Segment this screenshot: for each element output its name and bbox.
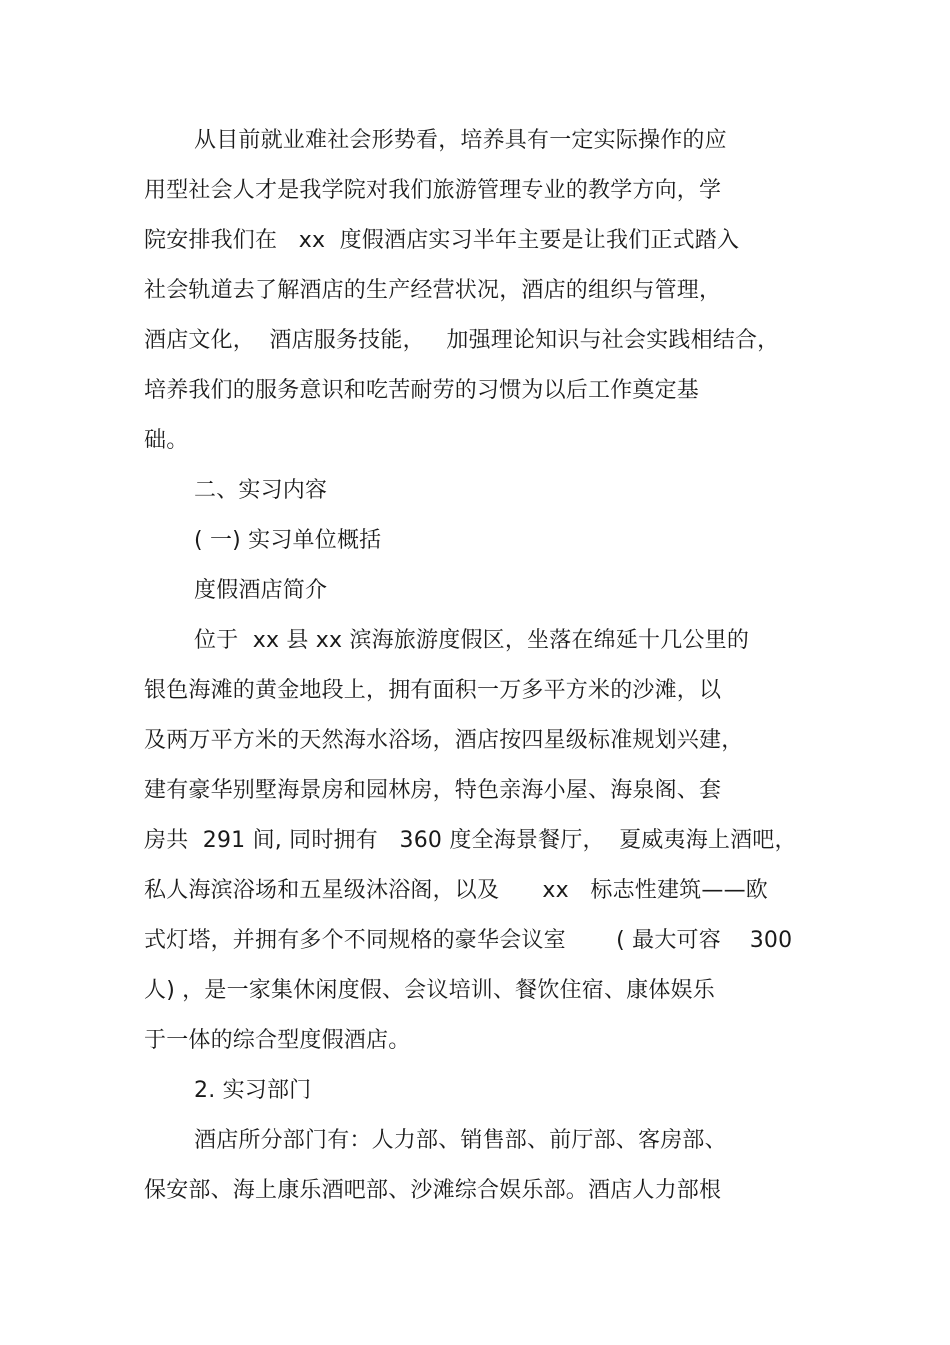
paragraph-line: 保安部、海上康乐酒吧部、沙滩综合娱乐部。酒店人力部根	[144, 1178, 722, 1203]
paragraph-line: 用型社会人才是我学院对我们旅游管理专业的教学方向，学	[144, 178, 722, 203]
paragraph-line: 式灯塔，并拥有多个不同规格的豪华会议室 ( 最大可容 300	[144, 928, 793, 953]
paragraph-line: 房共 291 间, 同时拥有 360 度全海景餐厅， 夏威夷海上酒吧，	[144, 828, 797, 853]
paragraph-line: 及两万平方米的天然海水浴场，酒店按四星级标准规划兴建，	[144, 728, 744, 753]
paragraph-line: 院安排我们在 xx 度假酒店实习半年主要是让我们正式踏入	[144, 228, 740, 253]
paragraph-line: 培养我们的服务意识和吃苦耐劳的习惯为以后工作奠定基	[144, 378, 700, 403]
paragraph-line: 酒店文化， 酒店服务技能， 加强理论知识与社会实践相结合，	[144, 328, 780, 353]
section-heading: 二、实习内容	[194, 478, 328, 503]
paragraph-line: 础。	[144, 428, 189, 453]
paragraph-line: 从目前就业难社会形势看，培养具有一定实际操作的应	[194, 128, 727, 153]
paragraph-line: 酒店所分部门有：人力部、销售部、前厅部、客房部、	[194, 1128, 727, 1153]
subsection-title: 度假酒店简介	[194, 578, 328, 603]
subsection-heading: ( 一) 实习单位概括	[194, 528, 382, 553]
paragraph-line: 位于 xx 县 xx 滨海旅游度假区，坐落在绵延十几公里的	[194, 628, 750, 653]
paragraph-line: 社会轨道去了解酒店的生产经营状况，酒店的组织与管理，	[144, 278, 722, 303]
paragraph-line: 人) ，是一家集休闲度假、会议培训、餐饮住宿、康体娱乐	[144, 978, 715, 1003]
paragraph-line: 银色海滩的黄金地段上，拥有面积一万多平方米的沙滩，以	[144, 678, 722, 703]
paragraph-line: 于一体的综合型度假酒店。	[144, 1028, 411, 1053]
paragraph-line: 私人海滨浴场和五星级沐浴阁，以及 xx 标志性建筑——欧	[144, 878, 768, 903]
paragraph-line: 建有豪华别墅海景房和园林房，特色亲海小屋、海泉阁、套	[144, 778, 722, 803]
subsection-heading: 2. 实习部门	[194, 1078, 312, 1103]
